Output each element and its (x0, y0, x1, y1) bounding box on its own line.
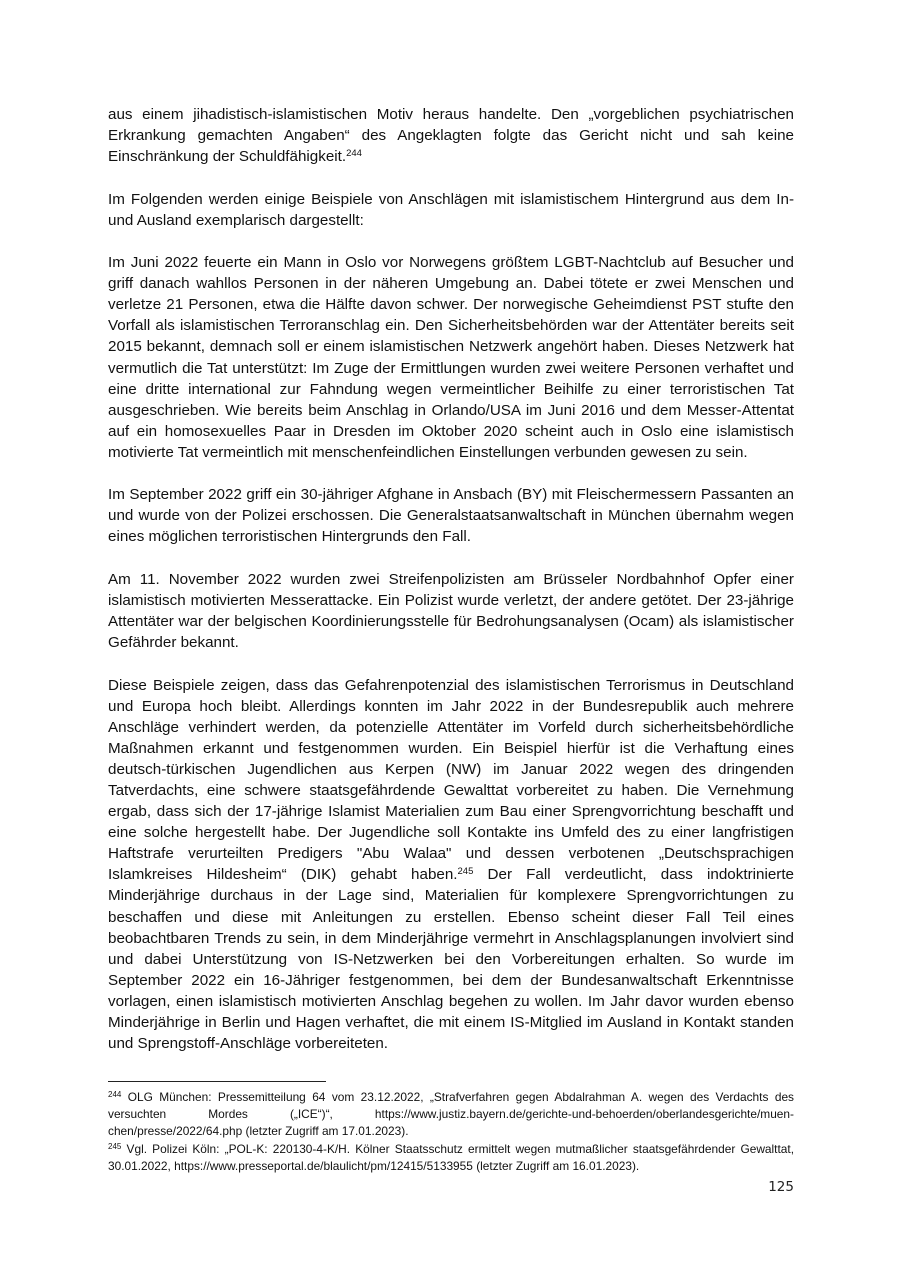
paragraph-6-text-after: Der Fall verdeutlicht, dass indoktrinierte Minderjährige durchaus in der Lage sind, Materialien für komplexere Sprengvorrichtungen zu beschaffen und diese mit Anleitungen zu erstellen. Ebenso scheint dieser Fall Teil eines beobachtbaren Trends zu sein, in dem Minderjährige vermehrt in Anschlagsplanungen involviert sind und dabei Unterstützung von IS-Netzwerken bei den Vorbereitungen erhalten. So wurde im September 2022 ein 16-Jähriger festgenommen, bei dem der Bundesanwaltschaft Erkenntnisse vorlagen, einen islamistisch motivierten Anschlag begehen zu wollen. Im Jahr davor wurden ebenso Minderjährige in Berlin und Hagen verhaftet, die mit einem IS-Mitglied im Ausland in Kontakt standen und Sprengstoff-Anschläge vorbereiteten. (108, 866, 794, 1053)
paragraph-2: Im Folgenden werden einige Beispiele von Anschlägen mit islamistischem Hintergrund aus dem In- und Ausland exemplarisch dargestellt: (108, 190, 794, 229)
footnote-244-text: OLG München: Pressemitteilung 64 vom 23.12.2022, „Strafverfahren gegen Abdalrahman A. wegen des Verdachts des versuchten Mordes („ICE“)“, https://www.justiz.bayern.de/gerichte-und-behoerden/oberlandesgerichte/muenchen/presse/2022/64.php (letzter Zugriff am 17.01.2023). (108, 1090, 794, 1139)
footnote-ref-244[interactable]: 244 (346, 148, 362, 160)
footnote-244 (108, 1089, 794, 1141)
paragraph-1 (108, 104, 794, 167)
footnote-number-245: 245 (108, 1141, 122, 1151)
footnote-separator (108, 1081, 326, 1082)
footnote-245-text: Vgl. Polizei Köln: „POL-K: 220130-4-K/H. Kölner Staatsschutz ermittelt wegen mutmaßlicher staatsgefährdender Gewalttat, 30.01.2022, https://www.presseportal.de/blaulicht/pm/12415/5133955 (letzter Zugriff am 16.01.2023). (108, 1141, 794, 1173)
paragraph-5: Am 11. November 2022 wurden zwei Streifenpolizisten am Brüsseler Nordbahnhof Opfer einer islamistisch motivierten Messerattacke. Ein Polizist wurde verletzt, der andere getötet. Der 23-jährige Attentäter war der belgischen Koordinierungsstelle für Bedrohungsanalysen (Ocam) als islamistischer Gefährder bekannt. (108, 570, 794, 652)
paragraph-6-text: Diese Beispiele zeigen, dass das Gefahrenpotenzial des islamistischen Terrorismus in Deutschland und Europa hoch bleibt. Allerdings konnten im Jahr 2022 in der Bundesrepublik auch mehrere Anschläge verhindert werden, da potenzielle Attentäter im Vorfeld durch sicherheitsbehördliche Maßnahmen erkannt und festgenommen wurden. Ein Beispiel hierfür ist die Verhaftung eines deutsch-türkischen Jugendlichen aus Kerpen (NW) im Januar 2022 wegen des dringenden Tatverdachts, eine schwere staatsgefährdende Gewalttat vorbereitet zu haben. Die Vernehmung ergab, dass sich der 17-jährige Islamist Materialien zum Bau einer Sprengvorrichtung beschafft und eine solche hergestellt habe. Der Jugendliche soll Kontakte ins Umfeld des zu einer langfristigen Haftstrafe verurteilten Predigers "Abu Walaa" und dessen verbotenen „Deutschsprachigen Islamkreises Hildesheim“ (DIK) gehabt haben. (108, 676, 794, 884)
footnote-ref-245[interactable]: 245 (457, 866, 474, 878)
paragraph-4: Im September 2022 griff ein 30-jähriger Afghane in Ansbach (BY) mit Fleischermessern Passanten an und wurde von der Polizei erschossen. Die Generalstaatsanwaltschaft in München übernahm wegen eines möglichen terroristischen Hintergrunds den Fall. (108, 486, 794, 546)
footnote-245 (108, 1141, 794, 1175)
footnote-number-244: 244 (108, 1090, 122, 1099)
page-number: 125 (768, 1179, 794, 1195)
body-text (108, 104, 794, 1076)
paragraph-3: Im Juni 2022 feuerte ein Mann in Oslo vor Norwegens größtem LGBT-Nachtclub auf Besucher und griff danach wahllos Personen in der näheren Umgebung an. Dabei tötete er zwei Menschen und verletze 21 Personen, etwa die Hälfte davon schwer. Der norwegische Geheimdienst PST stufte den Vorfall als islamistischen Terroranschlag ein. Den Sicherheitsbehörden war der Attentäter bereits seit 2015 bekannt, demnach soll er einem islamistischen Netzwerk angehört haben. Dieses Netzwerk hat vermutlich die Tat unterstützt: Im Zuge der Ermittlungen wurden zwei weitere Personen verhaftet und eine dritte international zur Fahndung wegen vermeintlicher Beihilfe zu einer terroristischen Tat ausgeschrieben. Wie bereits beim Anschlag in Orlando/USA im Juni 2016 und dem Messer-Attentat auf ein homosexuelles Paar in Dresden im Oktober 2020 scheint auch in Oslo eine islamistisch motivierte Tat vermeintlich mit menschenfeindlichen Einstellungen verbunden gewesen zu sein. (108, 254, 794, 461)
paragraph-6 (108, 675, 794, 1055)
footnotes (108, 1089, 794, 1175)
paragraph-1-text: aus einem jihadistisch-islamistischen Motiv heraus handelte. Den „vorgeblichen psychiatrischen Erkrankung gemachten Angaben“ des Angeklagten folgte das Gericht nicht und sah keine Einschränkung der Schuldfähigkeit. (108, 106, 794, 166)
